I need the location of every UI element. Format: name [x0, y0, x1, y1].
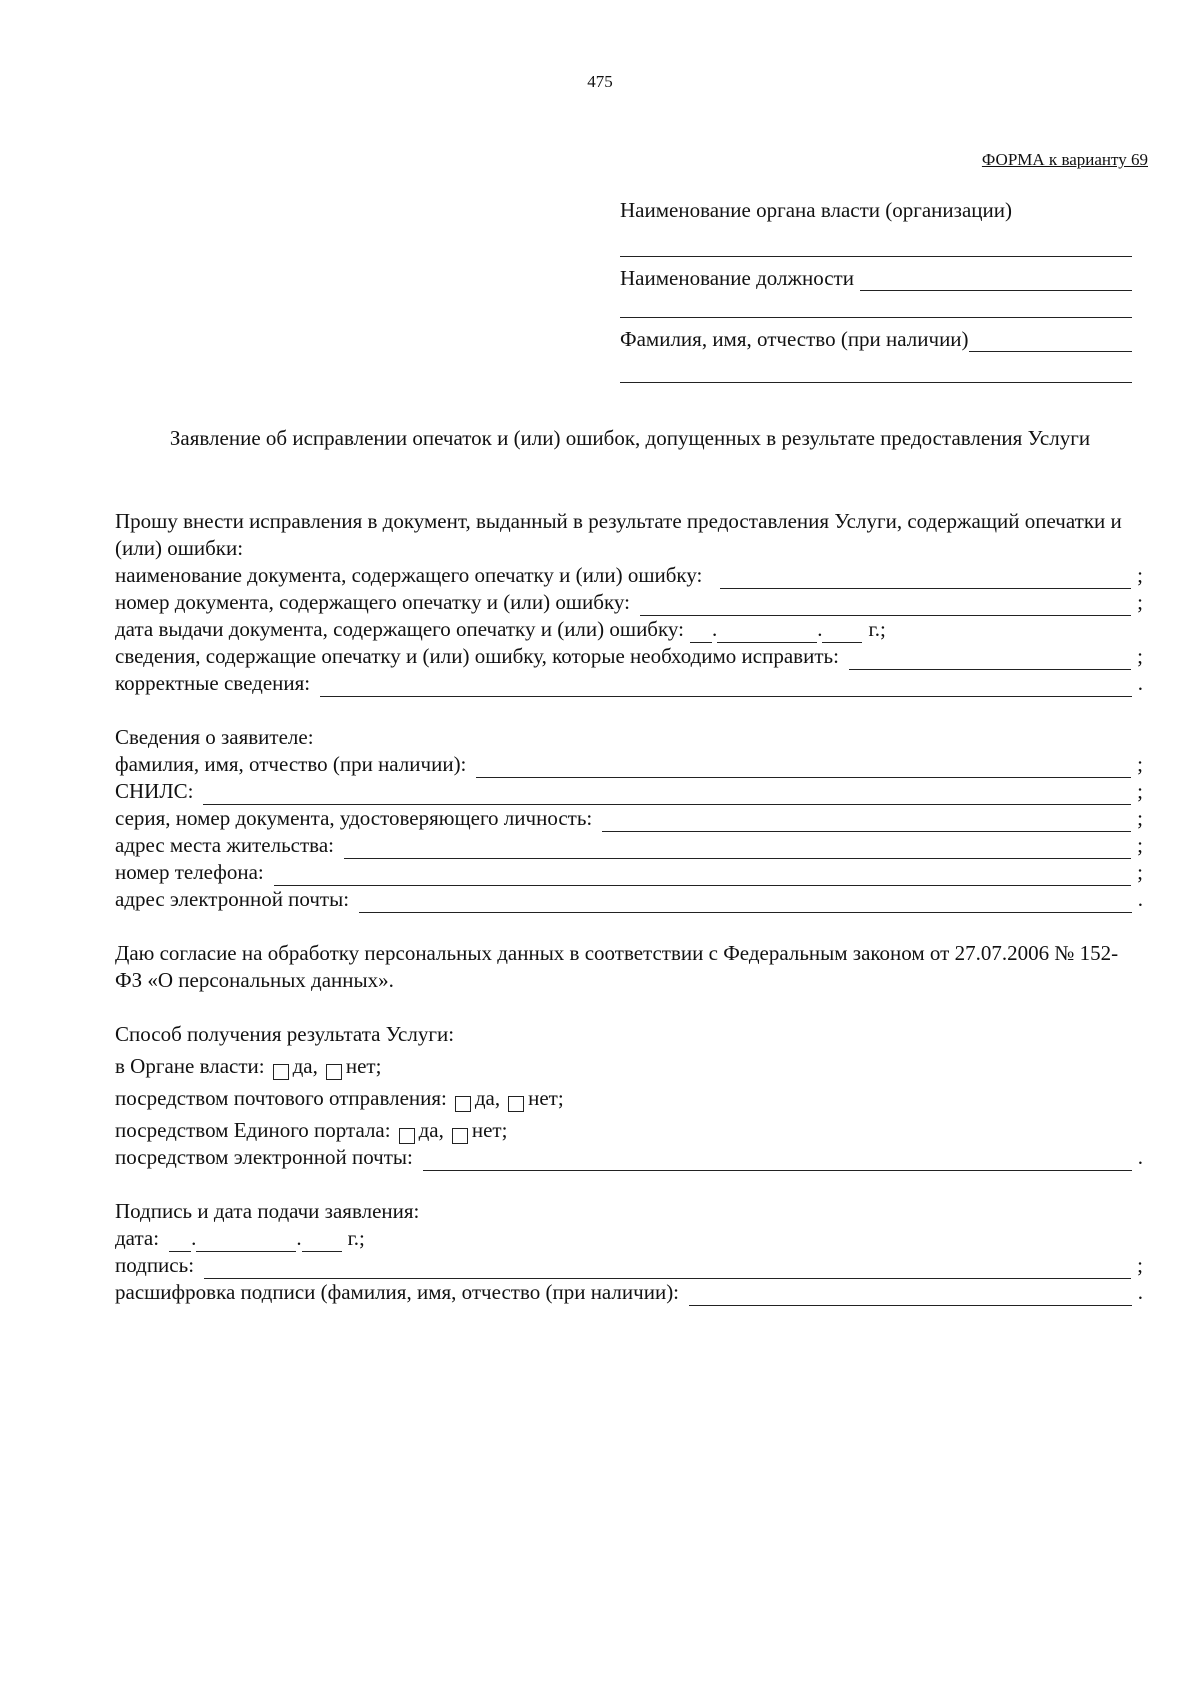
period: . [1137, 1280, 1143, 1304]
period: . [1137, 671, 1143, 695]
document-title: Заявление об исправлении опечаток и (или) ошибок, допущенных в результате предоставления Услуги [169, 426, 1091, 450]
doc-number-label: номер документа, содержащего опечатку и (или) ошибку: [115, 590, 630, 614]
form-body [115, 508, 1143, 1306]
dot: . [296, 1226, 302, 1250]
doc-date-day-field[interactable] [690, 622, 712, 643]
period: . [1137, 1145, 1143, 1169]
semicolon: ; [1137, 860, 1143, 884]
semicolon: ; [1137, 806, 1143, 830]
addressee-block [620, 198, 1132, 383]
portal-yes-checkbox[interactable] [399, 1128, 415, 1144]
name-label: Фамилия, имя, отчество (при наличии) [620, 327, 969, 351]
signature-heading: Подпись и дата подачи заявления: [115, 1199, 420, 1223]
correct-info-row [115, 670, 1143, 697]
no-label: нет; [345, 1054, 382, 1078]
sign-date-year-field[interactable] [302, 1231, 342, 1252]
year-suffix: г.; [347, 1226, 365, 1250]
sign-date-day-field[interactable] [169, 1231, 191, 1252]
snils-row [115, 778, 1143, 805]
doc-date-year-field[interactable] [822, 622, 862, 643]
correct-info-label: корректные сведения: [115, 671, 311, 695]
address-field[interactable] [344, 838, 1131, 859]
id-doc-row [115, 805, 1143, 832]
doc-number-field[interactable] [640, 595, 1131, 616]
year-suffix: г.; [868, 617, 886, 641]
delivery-authority-label: в Органе власти: [115, 1054, 265, 1078]
semicolon: ; [1137, 1253, 1143, 1277]
fio-label: фамилия, имя, отчество (при наличии): [115, 752, 467, 776]
doc-name-row [115, 562, 1143, 589]
doc-number-row [115, 589, 1143, 616]
sign-decode-label: расшифровка подписи (фамилия, имя, отчество (при наличии): [115, 1280, 680, 1304]
position-label: Наименование должности [620, 266, 854, 290]
name-row [620, 322, 1132, 352]
fio-row [115, 751, 1143, 778]
position-row [620, 261, 1132, 291]
request-intro: Прошу внести исправления в документ, выданный в результате предоставления Услуги, содержащий опечатки и (или) ошибки: [115, 509, 1122, 560]
semicolon: ; [1137, 563, 1143, 587]
snils-label: СНИЛС: [115, 779, 194, 803]
yes-label: да, [418, 1118, 444, 1142]
yes-label: да, [474, 1086, 501, 1110]
delivery-email-row [115, 1144, 1143, 1171]
sign-date-month-field[interactable] [196, 1231, 296, 1252]
semicolon: ; [1137, 833, 1143, 857]
sign-date-row [115, 1225, 1143, 1252]
applicant-heading: Сведения о заявителе: [115, 725, 314, 749]
sign-label: подпись: [115, 1253, 195, 1277]
phone-field[interactable] [274, 865, 1131, 886]
correct-info-field[interactable] [320, 676, 1132, 697]
snils-field[interactable] [203, 784, 1131, 805]
portal-no-checkbox[interactable] [452, 1128, 468, 1144]
authority-no-checkbox[interactable] [326, 1064, 342, 1080]
semicolon: ; [1137, 644, 1143, 668]
page-number: 475 [587, 72, 613, 91]
no-label: нет; [471, 1118, 508, 1142]
delivery-authority-row [115, 1048, 1143, 1080]
email-field[interactable] [359, 892, 1132, 913]
sign-decode-row [115, 1279, 1143, 1306]
org-label: Наименование органа власти (организации) [620, 198, 1012, 222]
period: . [1137, 887, 1143, 911]
delivery-post-row [115, 1080, 1143, 1112]
address-row [115, 832, 1143, 859]
dot: . [191, 1226, 197, 1250]
email-row [115, 886, 1143, 913]
dot: . [711, 617, 718, 641]
post-no-checkbox[interactable] [508, 1096, 524, 1112]
semicolon: ; [1137, 590, 1143, 614]
phone-row [115, 859, 1143, 886]
org-field[interactable] [620, 226, 1132, 257]
email-label: адрес электронной почты: [115, 887, 350, 911]
wrong-info-field[interactable] [849, 649, 1131, 670]
delivery-portal-label: посредством Единого портала: [115, 1118, 391, 1142]
semicolon: ; [1137, 779, 1143, 803]
form-reference: ФОРМА к варианту 69 [981, 150, 1148, 169]
position-field-2[interactable] [620, 291, 1132, 318]
sign-date-label: дата: [115, 1226, 160, 1250]
sign-field[interactable] [204, 1258, 1131, 1279]
doc-date-label: дата выдачи документа, содержащего опечатку и (или) ошибку: [115, 617, 684, 641]
delivery-post-label: посредством почтового отправления: [115, 1086, 447, 1110]
wrong-info-row [115, 643, 1143, 670]
post-yes-checkbox[interactable] [455, 1096, 471, 1112]
address-label: адрес места жительства: [115, 833, 334, 857]
name-field-2[interactable] [620, 352, 1132, 383]
name-field[interactable] [969, 329, 1132, 352]
delivery-heading: Способ получения результата Услуги: [115, 1022, 455, 1046]
semicolon: ; [1137, 752, 1143, 776]
doc-date-month-field[interactable] [717, 622, 817, 643]
doc-name-field[interactable] [720, 568, 1131, 589]
delivery-portal-row [115, 1112, 1143, 1144]
sign-decode-field[interactable] [689, 1285, 1132, 1306]
phone-label: номер телефона: [115, 860, 264, 884]
sign-row [115, 1252, 1143, 1279]
wrong-info-label: сведения, содержащие опечатку и (или) ошибку, которые необходимо исправить: [115, 644, 839, 668]
position-field[interactable] [860, 268, 1132, 291]
id-doc-field[interactable] [602, 811, 1131, 832]
delivery-email-field[interactable] [423, 1150, 1132, 1171]
doc-name-label: наименование документа, содержащего опечатку и (или) ошибку: [115, 563, 703, 587]
no-label: нет; [528, 1086, 564, 1110]
authority-yes-checkbox[interactable] [273, 1064, 289, 1080]
dot: . [817, 617, 823, 641]
consent-text: Даю согласие на обработку персональных данных в соответствии с Федеральным законом от 27.07.2006 № 152-ФЗ «О персональных данных». [115, 941, 1119, 992]
yes-label: да, [292, 1054, 318, 1078]
id-doc-label: серия, номер документа, удостоверяющего личность: [115, 806, 593, 830]
fio-field[interactable] [476, 757, 1131, 778]
doc-date-row [115, 616, 1143, 643]
delivery-email-label: посредством электронной почты: [115, 1145, 413, 1169]
